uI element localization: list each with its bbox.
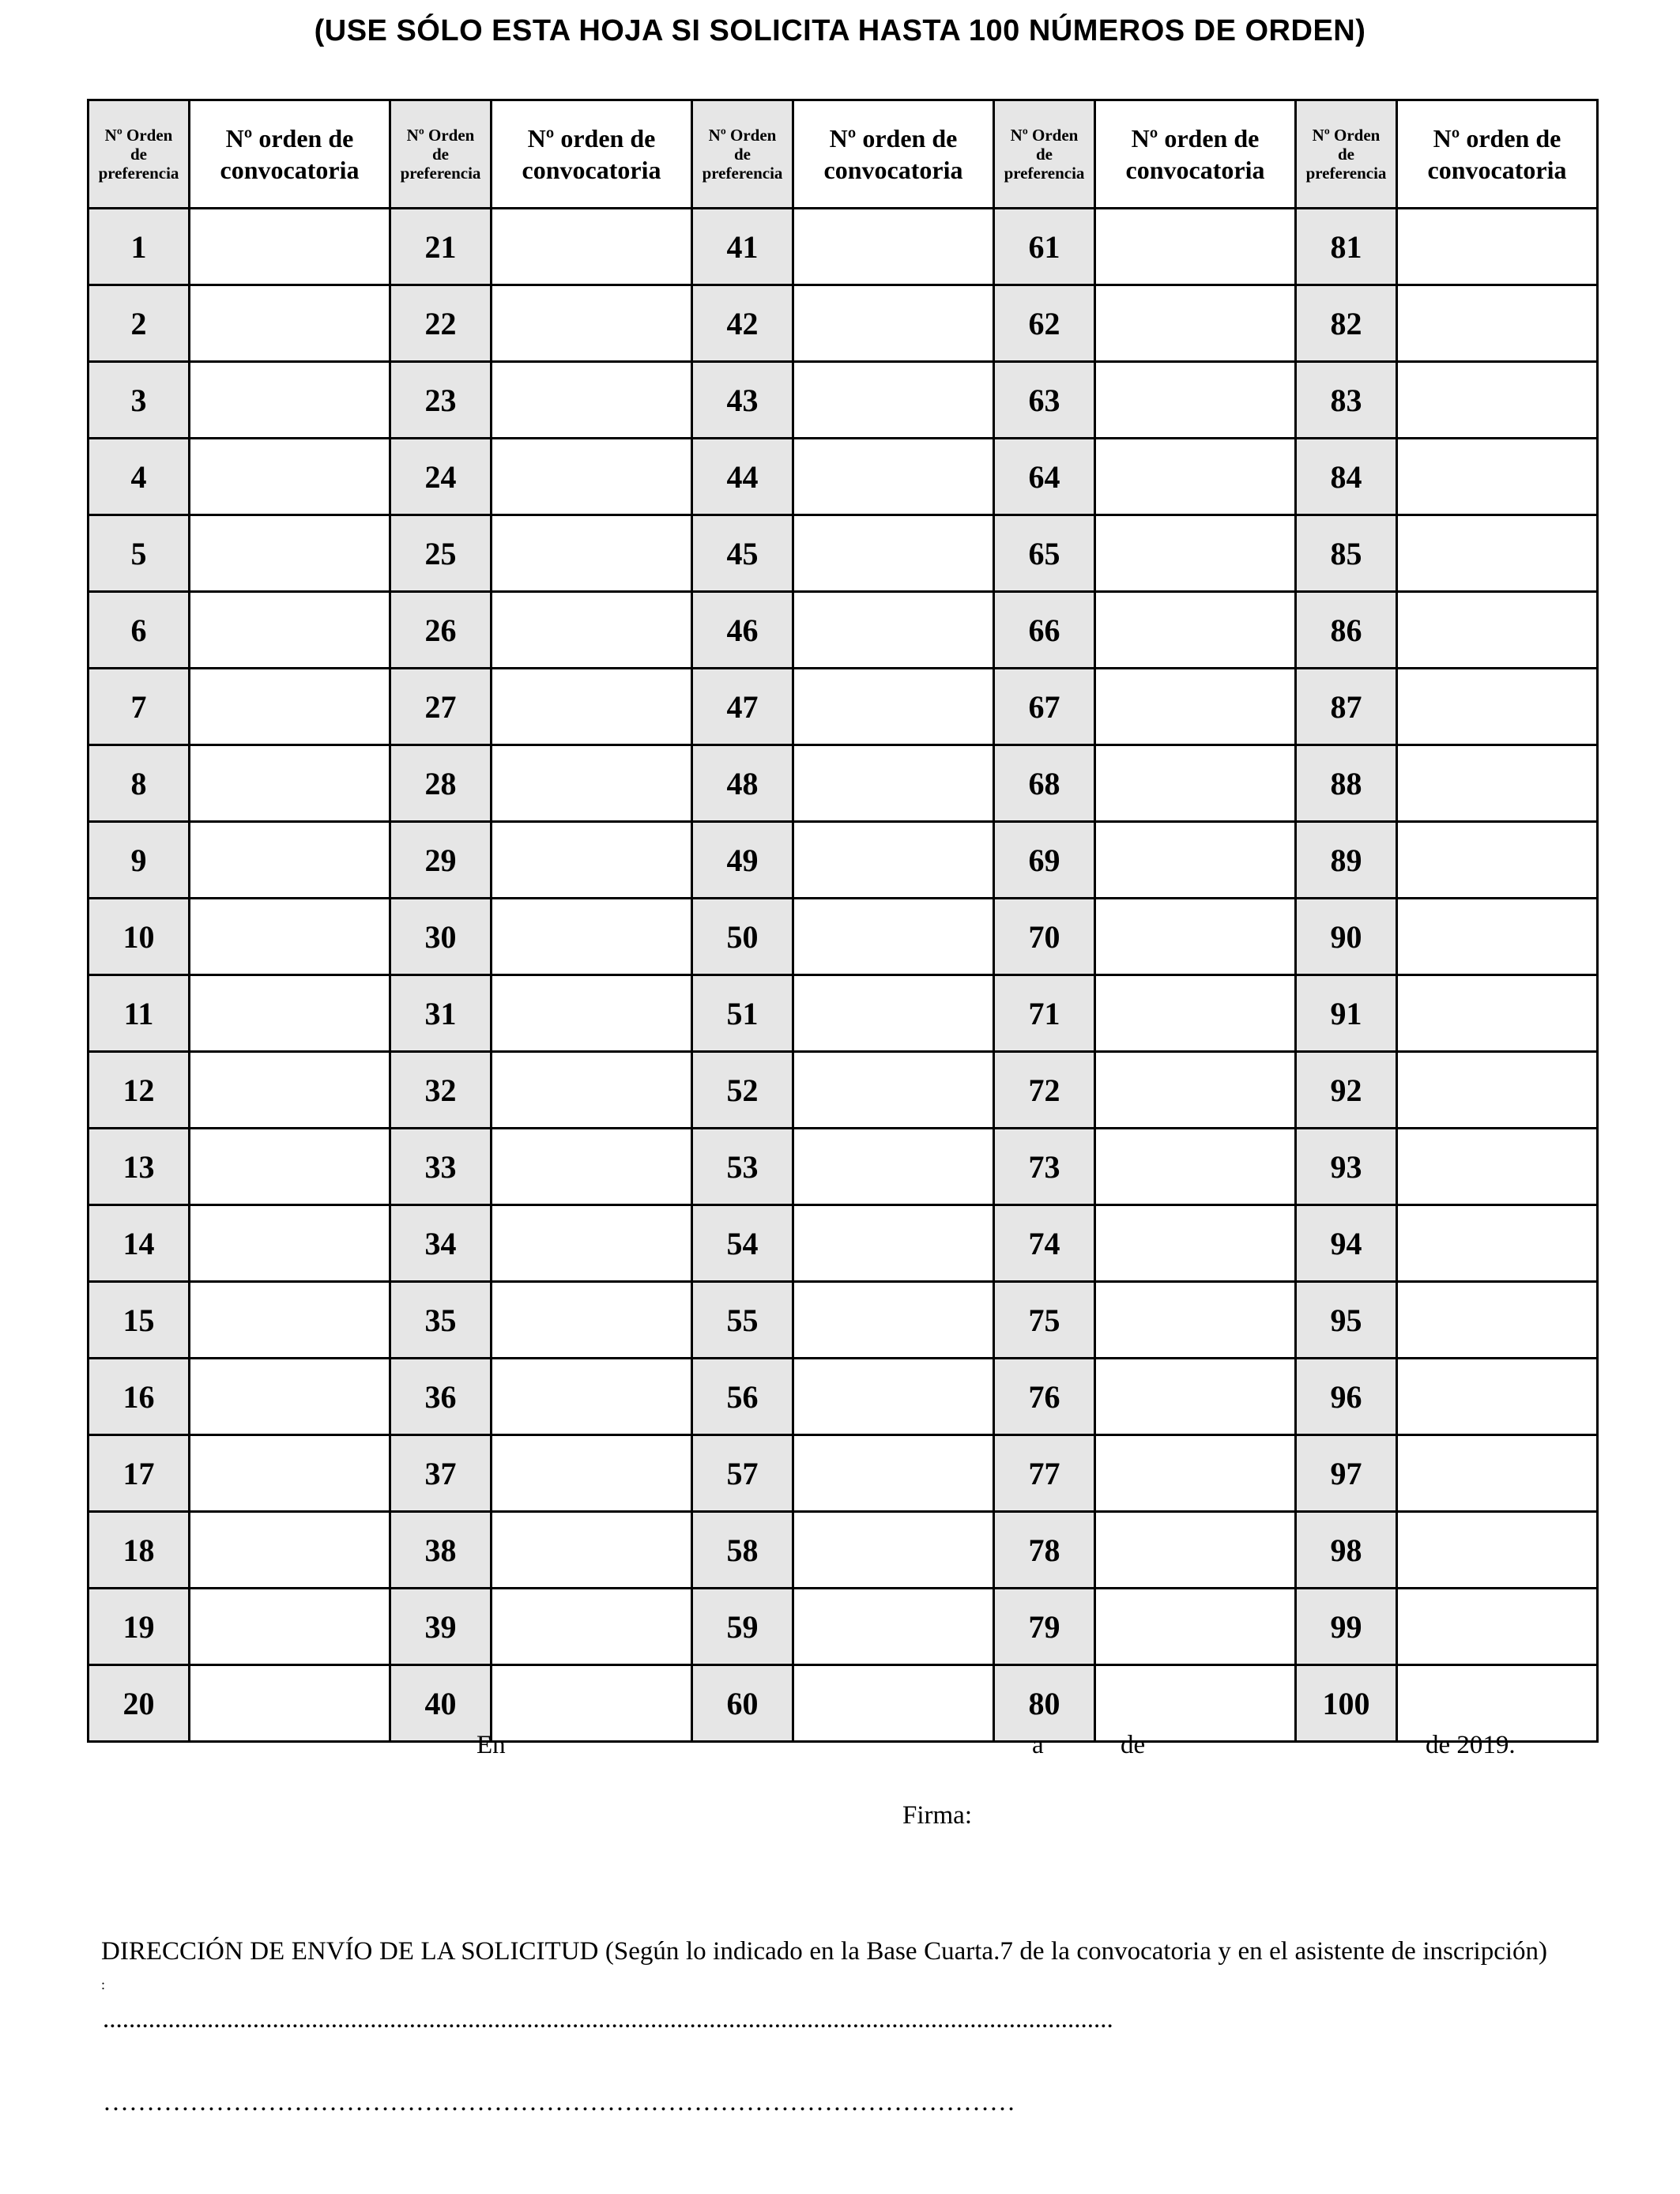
convocatoria-input-cell[interactable] bbox=[1397, 1665, 1598, 1742]
header-line: Nº Orden bbox=[1010, 126, 1079, 145]
convocatoria-input-cell[interactable] bbox=[793, 1589, 994, 1665]
convocatoria-input-cell[interactable] bbox=[190, 975, 390, 1052]
header-orden-convocatoria bbox=[1397, 100, 1598, 209]
preference-number: 29 bbox=[390, 822, 492, 899]
preference-number: 48 bbox=[692, 745, 793, 822]
header-orden-convocatoria bbox=[190, 100, 390, 209]
convocatoria-input-cell[interactable] bbox=[1397, 1205, 1598, 1282]
preference-number: 24 bbox=[390, 439, 492, 515]
header-orden-preferencia bbox=[390, 100, 492, 209]
header-line: de bbox=[432, 145, 449, 164]
preference-number: 23 bbox=[390, 362, 492, 439]
header-line: de bbox=[1036, 145, 1053, 164]
convocatoria-input-cell[interactable] bbox=[1397, 515, 1598, 592]
header-line: de bbox=[734, 145, 751, 164]
header-line: Nº Orden bbox=[406, 126, 475, 145]
convocatoria-input-cell[interactable] bbox=[1095, 1282, 1296, 1359]
preference-number: 87 bbox=[1296, 669, 1397, 745]
preference-number: 84 bbox=[1296, 439, 1397, 515]
preference-number: 64 bbox=[994, 439, 1095, 515]
header-line: preferencia bbox=[1004, 164, 1085, 183]
convocatoria-input-cell[interactable] bbox=[492, 592, 692, 669]
preference-number: 12 bbox=[89, 1052, 190, 1129]
convocatoria-input-cell[interactable] bbox=[793, 822, 994, 899]
convocatoria-input-cell[interactable] bbox=[190, 362, 390, 439]
table-header-row bbox=[89, 100, 1598, 209]
preference-number: 14 bbox=[89, 1205, 190, 1282]
convocatoria-input-cell[interactable] bbox=[492, 975, 692, 1052]
preference-number: 68 bbox=[994, 745, 1095, 822]
convocatoria-input-cell[interactable] bbox=[1095, 975, 1296, 1052]
convocatoria-input-cell[interactable] bbox=[1397, 1589, 1598, 1665]
header-line: Nº orden de bbox=[829, 124, 958, 153]
preference-number: 35 bbox=[390, 1282, 492, 1359]
address-colon: : bbox=[101, 1977, 106, 1992]
header-line: Nº Orden bbox=[104, 126, 173, 145]
convocatoria-input-cell[interactable] bbox=[793, 362, 994, 439]
convocatoria-input-cell[interactable] bbox=[190, 1589, 390, 1665]
preference-number: 53 bbox=[692, 1129, 793, 1205]
convocatoria-input-cell[interactable] bbox=[793, 669, 994, 745]
header-orden-preferencia bbox=[89, 100, 190, 209]
header-line: convocatoria bbox=[522, 156, 661, 184]
convocatoria-input-cell[interactable] bbox=[492, 1129, 692, 1205]
preference-number: 2 bbox=[89, 285, 190, 362]
header-line: Nº orden de bbox=[225, 124, 354, 153]
preference-number: 92 bbox=[1296, 1052, 1397, 1129]
preference-number: 46 bbox=[692, 592, 793, 669]
convocatoria-input-cell[interactable] bbox=[492, 1665, 692, 1742]
preference-number: 28 bbox=[390, 745, 492, 822]
header-orden-preferencia bbox=[1296, 100, 1397, 209]
header-orden-preferencia bbox=[692, 100, 793, 209]
convocatoria-input-cell[interactable] bbox=[1397, 592, 1598, 669]
convocatoria-input-cell[interactable] bbox=[190, 1512, 390, 1589]
preference-number: 33 bbox=[390, 1129, 492, 1205]
convocatoria-input-cell[interactable] bbox=[190, 209, 390, 285]
header-line: Nº Orden bbox=[708, 126, 777, 145]
preference-number: 49 bbox=[692, 822, 793, 899]
preference-number: 4 bbox=[89, 439, 190, 515]
header-line: Nº orden de bbox=[527, 124, 656, 153]
convocatoria-input-cell[interactable] bbox=[1397, 1282, 1598, 1359]
convocatoria-input-cell[interactable] bbox=[1397, 439, 1598, 515]
preference-number: 78 bbox=[994, 1512, 1095, 1589]
preference-number: 80 bbox=[994, 1665, 1095, 1742]
convocatoria-input-cell[interactable] bbox=[492, 1052, 692, 1129]
convocatoria-input-cell[interactable] bbox=[190, 899, 390, 975]
header-orden-convocatoria bbox=[492, 100, 692, 209]
convocatoria-input-cell[interactable] bbox=[793, 439, 994, 515]
convocatoria-input-cell[interactable] bbox=[492, 669, 692, 745]
preference-number: 76 bbox=[994, 1359, 1095, 1435]
convocatoria-input-cell[interactable] bbox=[793, 975, 994, 1052]
convocatoria-input-cell[interactable] bbox=[190, 1052, 390, 1129]
date-year-label: de 2019. bbox=[1426, 1731, 1516, 1759]
preference-number: 19 bbox=[89, 1589, 190, 1665]
preference-number: 62 bbox=[994, 285, 1095, 362]
preference-number: 57 bbox=[692, 1435, 793, 1512]
convocatoria-input-cell[interactable] bbox=[1397, 285, 1598, 362]
convocatoria-input-cell[interactable] bbox=[1095, 1435, 1296, 1512]
convocatoria-input-cell[interactable] bbox=[1397, 1052, 1598, 1129]
convocatoria-input-cell[interactable] bbox=[1095, 1205, 1296, 1282]
table-row bbox=[89, 1205, 1598, 1282]
convocatoria-input-cell[interactable] bbox=[492, 1282, 692, 1359]
preference-number: 44 bbox=[692, 439, 793, 515]
convocatoria-input-cell[interactable] bbox=[1095, 285, 1296, 362]
preference-number: 75 bbox=[994, 1282, 1095, 1359]
convocatoria-input-cell[interactable] bbox=[492, 1512, 692, 1589]
preference-number: 51 bbox=[692, 975, 793, 1052]
preference-number: 50 bbox=[692, 899, 793, 975]
header-line: convocatoria bbox=[1125, 156, 1265, 184]
convocatoria-input-cell[interactable] bbox=[492, 745, 692, 822]
preference-number: 95 bbox=[1296, 1282, 1397, 1359]
convocatoria-input-cell[interactable] bbox=[190, 1282, 390, 1359]
convocatoria-input-cell[interactable] bbox=[1095, 1589, 1296, 1665]
preference-number: 89 bbox=[1296, 822, 1397, 899]
table-row bbox=[89, 209, 1598, 285]
preference-number: 61 bbox=[994, 209, 1095, 285]
preference-number: 30 bbox=[390, 899, 492, 975]
address-text: DIRECCIÓN DE ENVÍO DE LA SOLICITUD (Según lo indicado en la Base Cuarta.7 de la convocatoria y en el asistente de inscripción) bbox=[101, 1937, 1547, 1966]
convocatoria-input-cell[interactable] bbox=[190, 1359, 390, 1435]
convocatoria-input-cell[interactable] bbox=[1397, 669, 1598, 745]
convocatoria-input-cell[interactable] bbox=[793, 899, 994, 975]
preference-number: 79 bbox=[994, 1589, 1095, 1665]
table-row bbox=[89, 1435, 1598, 1512]
header-line: preferencia bbox=[702, 164, 783, 183]
header-line: preferencia bbox=[98, 164, 179, 183]
convocatoria-input-cell[interactable] bbox=[492, 209, 692, 285]
convocatoria-input-cell[interactable] bbox=[492, 439, 692, 515]
preference-number: 9 bbox=[89, 822, 190, 899]
preference-number: 39 bbox=[390, 1589, 492, 1665]
preference-number: 22 bbox=[390, 285, 492, 362]
preference-number: 13 bbox=[89, 1129, 190, 1205]
header-line: convocatoria bbox=[1427, 156, 1567, 184]
preference-number: 5 bbox=[89, 515, 190, 592]
convocatoria-input-cell[interactable] bbox=[1095, 515, 1296, 592]
preference-number: 6 bbox=[89, 592, 190, 669]
header-line: convocatoria bbox=[220, 156, 360, 184]
preference-number: 17 bbox=[89, 1435, 190, 1512]
address-instructions bbox=[101, 1936, 1547, 2000]
convocatoria-input-cell[interactable] bbox=[1095, 209, 1296, 285]
convocatoria-input-cell[interactable] bbox=[793, 285, 994, 362]
convocatoria-input-cell[interactable] bbox=[492, 1435, 692, 1512]
table-row bbox=[89, 669, 1598, 745]
preference-number: 27 bbox=[390, 669, 492, 745]
convocatoria-input-cell[interactable] bbox=[1095, 362, 1296, 439]
table-row bbox=[89, 1512, 1598, 1589]
table-row bbox=[89, 1359, 1598, 1435]
preference-number: 67 bbox=[994, 669, 1095, 745]
preference-number: 59 bbox=[692, 1589, 793, 1665]
preference-number: 83 bbox=[1296, 362, 1397, 439]
header-line: Nº Orden bbox=[1312, 126, 1381, 145]
convocatoria-input-cell[interactable] bbox=[190, 1665, 390, 1742]
preference-number: 96 bbox=[1296, 1359, 1397, 1435]
convocatoria-input-cell[interactable] bbox=[793, 1282, 994, 1359]
header-line: preferencia bbox=[1305, 164, 1387, 183]
preference-number: 21 bbox=[390, 209, 492, 285]
convocatoria-input-cell[interactable] bbox=[793, 1052, 994, 1129]
convocatoria-input-cell[interactable] bbox=[1397, 822, 1598, 899]
table-row bbox=[89, 439, 1598, 515]
preference-number: 99 bbox=[1296, 1589, 1397, 1665]
table-row bbox=[89, 592, 1598, 669]
convocatoria-input-cell[interactable] bbox=[492, 899, 692, 975]
preference-number: 97 bbox=[1296, 1435, 1397, 1512]
convocatoria-input-cell[interactable] bbox=[492, 515, 692, 592]
preference-number: 42 bbox=[692, 285, 793, 362]
header-orden-preferencia bbox=[994, 100, 1095, 209]
preference-number: 85 bbox=[1296, 515, 1397, 592]
header-line: Nº orden de bbox=[1131, 124, 1260, 153]
convocatoria-input-cell[interactable] bbox=[1095, 1129, 1296, 1205]
convocatoria-input-cell[interactable] bbox=[190, 1129, 390, 1205]
address-line-1[interactable]: ........................................................................................................................................................... bbox=[103, 2005, 1113, 2034]
table-row bbox=[89, 1052, 1598, 1129]
preference-number: 1 bbox=[89, 209, 190, 285]
table-row bbox=[89, 1589, 1598, 1665]
header-orden-convocatoria bbox=[793, 100, 994, 209]
table-row bbox=[89, 745, 1598, 822]
convocatoria-input-cell[interactable] bbox=[793, 1665, 994, 1742]
date-a-label: a bbox=[1032, 1731, 1044, 1759]
preference-number: 52 bbox=[692, 1052, 793, 1129]
preference-number: 54 bbox=[692, 1205, 793, 1282]
table-row bbox=[89, 1282, 1598, 1359]
preference-number: 16 bbox=[89, 1359, 190, 1435]
page-title: (USE SÓLO ESTA HOJA SI SOLICITA HASTA 100 NÚMEROS DE ORDEN) bbox=[314, 14, 1366, 47]
convocatoria-input-cell[interactable] bbox=[1397, 362, 1598, 439]
preference-number: 11 bbox=[89, 975, 190, 1052]
preference-number: 26 bbox=[390, 592, 492, 669]
preference-number: 86 bbox=[1296, 592, 1397, 669]
convocatoria-input-cell[interactable] bbox=[190, 1435, 390, 1512]
preference-number: 45 bbox=[692, 515, 793, 592]
preference-number: 43 bbox=[692, 362, 793, 439]
convocatoria-input-cell[interactable] bbox=[1397, 1435, 1598, 1512]
preference-number: 47 bbox=[692, 669, 793, 745]
preference-number: 72 bbox=[994, 1052, 1095, 1129]
convocatoria-input-cell[interactable] bbox=[190, 745, 390, 822]
header-line: Nº orden de bbox=[1433, 124, 1561, 153]
preference-number: 3 bbox=[89, 362, 190, 439]
table-row bbox=[89, 822, 1598, 899]
table-row bbox=[89, 285, 1598, 362]
convocatoria-input-cell[interactable] bbox=[793, 1435, 994, 1512]
preference-number: 37 bbox=[390, 1435, 492, 1512]
signature-label: Firma: bbox=[902, 1801, 972, 1830]
preference-number: 32 bbox=[390, 1052, 492, 1129]
convocatoria-input-cell[interactable] bbox=[1397, 1359, 1598, 1435]
convocatoria-input-cell[interactable] bbox=[793, 1129, 994, 1205]
preference-number: 93 bbox=[1296, 1129, 1397, 1205]
preference-number: 100 bbox=[1296, 1665, 1397, 1742]
convocatoria-input-cell[interactable] bbox=[190, 439, 390, 515]
preference-number: 38 bbox=[390, 1512, 492, 1589]
preference-number: 10 bbox=[89, 899, 190, 975]
convocatoria-input-cell[interactable] bbox=[492, 822, 692, 899]
convocatoria-input-cell[interactable] bbox=[1095, 592, 1296, 669]
preference-number: 65 bbox=[994, 515, 1095, 592]
convocatoria-input-cell[interactable] bbox=[1095, 822, 1296, 899]
convocatoria-input-cell[interactable] bbox=[1095, 899, 1296, 975]
convocatoria-input-cell[interactable] bbox=[1095, 1359, 1296, 1435]
preference-number: 18 bbox=[89, 1512, 190, 1589]
table-row bbox=[89, 1129, 1598, 1205]
preference-number: 34 bbox=[390, 1205, 492, 1282]
preference-number: 60 bbox=[692, 1665, 793, 1742]
preference-number: 74 bbox=[994, 1205, 1095, 1282]
convocatoria-input-cell[interactable] bbox=[793, 745, 994, 822]
preference-number: 25 bbox=[390, 515, 492, 592]
preference-number: 20 bbox=[89, 1665, 190, 1742]
convocatoria-input-cell[interactable] bbox=[793, 1205, 994, 1282]
preference-number: 82 bbox=[1296, 285, 1397, 362]
convocatoria-input-cell[interactable] bbox=[492, 1359, 692, 1435]
date-de-label: de bbox=[1121, 1731, 1146, 1759]
preference-number: 90 bbox=[1296, 899, 1397, 975]
convocatoria-input-cell[interactable] bbox=[1095, 1665, 1296, 1742]
header-line: de bbox=[1338, 145, 1354, 164]
convocatoria-input-cell[interactable] bbox=[793, 209, 994, 285]
convocatoria-input-cell[interactable] bbox=[190, 592, 390, 669]
preference-number: 88 bbox=[1296, 745, 1397, 822]
preference-number: 94 bbox=[1296, 1205, 1397, 1282]
convocatoria-input-cell[interactable] bbox=[190, 515, 390, 592]
header-line: convocatoria bbox=[823, 156, 963, 184]
convocatoria-input-cell[interactable] bbox=[793, 592, 994, 669]
preference-number: 36 bbox=[390, 1359, 492, 1435]
preference-number: 41 bbox=[692, 209, 793, 285]
convocatoria-input-cell[interactable] bbox=[1397, 899, 1598, 975]
convocatoria-input-cell[interactable] bbox=[1397, 1129, 1598, 1205]
convocatoria-input-cell[interactable] bbox=[492, 285, 692, 362]
header-line: preferencia bbox=[400, 164, 481, 183]
preference-number: 63 bbox=[994, 362, 1095, 439]
preference-number: 77 bbox=[994, 1435, 1095, 1512]
preference-number: 7 bbox=[89, 669, 190, 745]
table-row bbox=[89, 975, 1598, 1052]
preference-number: 73 bbox=[994, 1129, 1095, 1205]
preference-number: 58 bbox=[692, 1512, 793, 1589]
preference-number: 70 bbox=[994, 899, 1095, 975]
convocatoria-input-cell[interactable] bbox=[1095, 1052, 1296, 1129]
convocatoria-input-cell[interactable] bbox=[1397, 209, 1598, 285]
convocatoria-input-cell[interactable] bbox=[1095, 745, 1296, 822]
header-line: de bbox=[130, 145, 147, 164]
preference-number: 8 bbox=[89, 745, 190, 822]
preference-number: 40 bbox=[390, 1665, 492, 1742]
preference-number: 55 bbox=[692, 1282, 793, 1359]
convocatoria-input-cell[interactable] bbox=[1397, 1512, 1598, 1589]
convocatoria-input-cell[interactable] bbox=[492, 1589, 692, 1665]
convocatoria-input-cell[interactable] bbox=[1095, 1512, 1296, 1589]
table-row bbox=[89, 1665, 1598, 1742]
convocatoria-input-cell[interactable] bbox=[492, 362, 692, 439]
table-row bbox=[89, 899, 1598, 975]
convocatoria-input-cell[interactable] bbox=[190, 822, 390, 899]
preference-number: 15 bbox=[89, 1282, 190, 1359]
convocatoria-input-cell[interactable] bbox=[1397, 975, 1598, 1052]
address-line-2[interactable]: …………………………………………………………………………………………… bbox=[103, 2088, 1015, 2117]
preference-number: 81 bbox=[1296, 209, 1397, 285]
convocatoria-input-cell[interactable] bbox=[1095, 439, 1296, 515]
preference-table bbox=[87, 99, 1599, 1743]
date-en-label: En bbox=[477, 1731, 506, 1759]
convocatoria-input-cell[interactable] bbox=[190, 1205, 390, 1282]
table-row bbox=[89, 515, 1598, 592]
convocatoria-input-cell[interactable] bbox=[190, 285, 390, 362]
convocatoria-input-cell[interactable] bbox=[1095, 669, 1296, 745]
preference-number: 56 bbox=[692, 1359, 793, 1435]
convocatoria-input-cell[interactable] bbox=[793, 1512, 994, 1589]
table-row bbox=[89, 362, 1598, 439]
convocatoria-input-cell[interactable] bbox=[793, 515, 994, 592]
preference-number: 71 bbox=[994, 975, 1095, 1052]
convocatoria-input-cell[interactable] bbox=[793, 1359, 994, 1435]
header-orden-convocatoria bbox=[1095, 100, 1296, 209]
preference-number: 66 bbox=[994, 592, 1095, 669]
preference-number: 91 bbox=[1296, 975, 1397, 1052]
preference-number: 31 bbox=[390, 975, 492, 1052]
preference-number: 98 bbox=[1296, 1512, 1397, 1589]
convocatoria-input-cell[interactable] bbox=[492, 1205, 692, 1282]
preference-number: 69 bbox=[994, 822, 1095, 899]
convocatoria-input-cell[interactable] bbox=[190, 669, 390, 745]
convocatoria-input-cell[interactable] bbox=[1397, 745, 1598, 822]
